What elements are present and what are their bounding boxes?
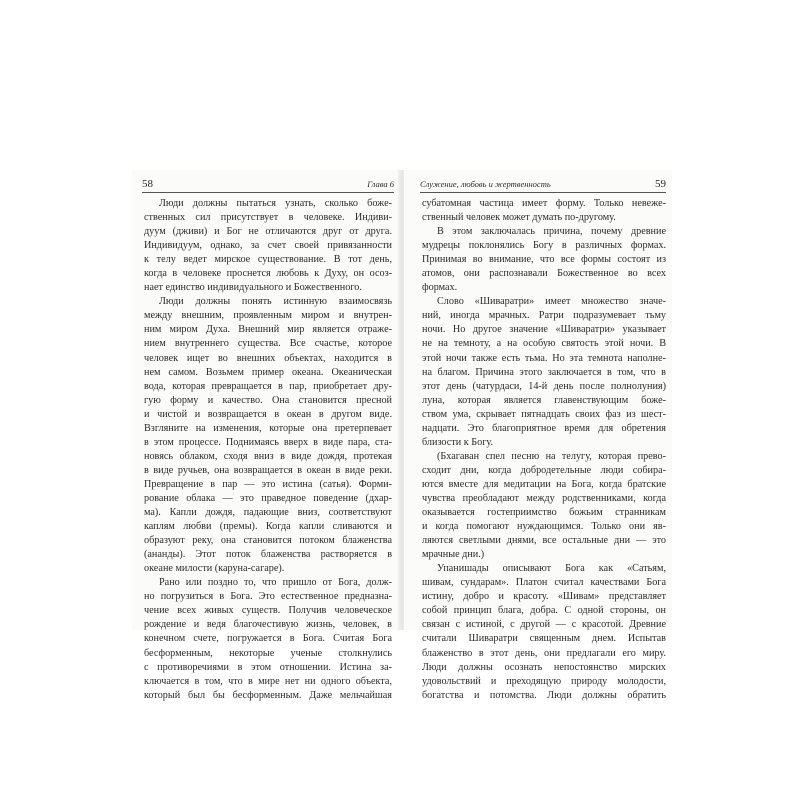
text-line: дуум (дживи) и Бог не отличаются друг от друга. bbox=[144, 226, 392, 238]
text-line: к телу ведет мирское существование. В тот день, bbox=[144, 254, 392, 266]
text-line: мудрецы поклонялись Богу в различных формах. bbox=[422, 240, 666, 252]
text-line: океане милости (каруна-сагаре). bbox=[144, 563, 285, 575]
text-line: нает единство индивидуального и Божественного. bbox=[144, 282, 362, 294]
text-line: между внешним, проявленным миром и внутрен- bbox=[144, 310, 392, 322]
text-line: и чистой и возвращается в океан в другом виде. bbox=[144, 408, 392, 420]
text-line: нием внутреннего существа. Все счастье, которое bbox=[144, 338, 392, 350]
text-line: Рано или поздно то, что пришло от Бога, долж- bbox=[159, 577, 392, 589]
text-line: ственный человек может думать по-другому. bbox=[422, 212, 616, 224]
text-line: ний, иногда мрачных. Ратри подразумевает тьму bbox=[422, 310, 666, 322]
right-page-text bbox=[422, 197, 666, 703]
text-line: Люди должны пытаться узнать, сколько боже- bbox=[159, 198, 392, 209]
text-line: этой ночи также есть тьма. Но эта темнота наполне- bbox=[422, 352, 666, 364]
right-running-header bbox=[420, 178, 666, 193]
text-line: нем самом. Возьмем пример океана. Океаническая bbox=[144, 366, 392, 378]
text-line: атомов, они распознавали Божественное во всех bbox=[422, 268, 666, 280]
text-line: в этом процессе. Поднимаясь вверх в виде пара, ста- bbox=[144, 436, 392, 448]
right-page-number: 59 bbox=[655, 178, 666, 190]
text-line: блаженство в этот день, они предлагали его миру. bbox=[422, 647, 666, 659]
right-page bbox=[404, 170, 672, 701]
text-line: конечном счете, погружается в Бога. Считая Бога bbox=[144, 633, 392, 645]
text-line: рождение и ведя благочестивую жизнь, человек, в bbox=[144, 619, 392, 631]
text-line: ним миром Духа. Внешний мир является отраже- bbox=[144, 324, 392, 336]
text-line: образуют реку, она становится потоком блаженства bbox=[144, 535, 392, 547]
text-line: сходит дни, когда добродетельные люди собира- bbox=[422, 464, 666, 476]
text-line: чувства преобладают между родственниками, когда bbox=[422, 492, 666, 504]
text-line: с противоречиями в этом отношении. Истина за- bbox=[144, 661, 392, 673]
text-line: оказывается гостеприимство божьим странникам bbox=[422, 507, 666, 519]
text-line: ством ума, скрывает пятнадцать своих фаз из шест- bbox=[422, 408, 666, 420]
text-line: каплям любви (премы). Когда капли сливаются и bbox=[144, 521, 392, 533]
text-line: человек ищет во внешних объектах, находится в bbox=[144, 352, 392, 364]
text-line: рование облака — это праведное поведение (дхар- bbox=[144, 492, 392, 504]
left-header-title: Глава 6 bbox=[367, 179, 394, 189]
text-line: когда в человеке проснется любовь к Духу, он осоз- bbox=[144, 268, 392, 280]
text-line: гую форму и качество. Она становится пресной bbox=[144, 394, 392, 406]
text-line: ночи. Но другое значение «Шиваратри» указывает bbox=[422, 324, 666, 336]
text-line: связан с истиной, с другой — с красотой. Древние bbox=[422, 619, 666, 631]
text-line: вода, которая превращается в пар, приобретает дру- bbox=[144, 380, 392, 392]
text-line: Взгляните на изменения, которые она претерпевает bbox=[144, 422, 392, 434]
left-page-number: 58 bbox=[142, 178, 153, 190]
text-line: луна, которая является главенствующим боже- bbox=[422, 394, 666, 406]
text-line: В этом заключалась причина, почему древние bbox=[437, 226, 666, 238]
text-line: в виде ручьев, она возвращается в океан в виде реки. bbox=[144, 464, 392, 476]
text-line: Слово «Шиваратри» имеет множество значе- bbox=[437, 296, 666, 308]
text-line: мрачные дни.) bbox=[422, 549, 485, 561]
text-line: и когда помогают нуждающимся. Только они яв- bbox=[422, 521, 666, 533]
right-header-title: Служение, любовь и жертвенность bbox=[420, 179, 551, 189]
text-line: ключается в том, что в мире нет ни одного объекта, bbox=[144, 675, 392, 687]
text-line: субатомная частица имеет форму. Только невеже- bbox=[422, 198, 666, 209]
text-line: Индивидуум, однако, за счет своей привязанности bbox=[144, 240, 392, 252]
text-line: надцати. Это благоприятное время для обретения bbox=[422, 422, 666, 434]
text-line: ма). Капли дождя, падающие вниз, соответствуют bbox=[144, 507, 392, 519]
text-line: новясь облаком, сходя вниз в виде дождя, протекая bbox=[144, 450, 392, 462]
text-line: Превращение в пар — это истина (сатья). Форми- bbox=[144, 478, 392, 490]
text-line: Люди должны понять истинную взаимосвязь bbox=[159, 296, 392, 308]
text-line: богатства и потомства. Люди должны обратить bbox=[422, 689, 666, 701]
text-line: чение всех живых существ. Получив человеческое bbox=[144, 605, 392, 617]
left-running-header bbox=[142, 178, 394, 193]
text-line: истину, добро и красоту. «Шивам» представляет bbox=[422, 591, 666, 603]
text-line: удовольствий и преходящую природу молодости, bbox=[422, 675, 666, 687]
text-line: ются вместе для медитации на Бога, когда братские bbox=[422, 478, 666, 490]
text-line: собой принцип блага, добра. С одной стороны, он bbox=[422, 605, 666, 617]
text-line: но погрузиться в Бога. Это естественное предназна- bbox=[144, 591, 392, 603]
text-line: не на темноту, а на особую святость этой ночи. В bbox=[422, 338, 666, 350]
text-line: ственных сил присутствует в человеке. Индиви- bbox=[144, 212, 392, 224]
text-line: близости к Богу. bbox=[422, 436, 493, 448]
text-line: формах. bbox=[422, 282, 458, 294]
text-line: шивам, сундарам». Платон считал качествами Бога bbox=[422, 577, 666, 589]
text-line: (ананды). Этот поток блаженства растворяется в bbox=[144, 549, 392, 561]
text-line: ляются светлыми днями, все остальные дни — это bbox=[422, 535, 666, 547]
text-line: считали Шиваратри священным днем. Испытав bbox=[422, 633, 666, 645]
text-line: который был бы бесформенным. Даже мельчайшая bbox=[144, 689, 392, 701]
text-line: бесформенным, некоторые ученые столкнулись bbox=[144, 647, 392, 659]
left-page-text bbox=[144, 197, 392, 703]
text-line: Люди должны осознать непостоянство мирских bbox=[422, 661, 666, 673]
text-line: (Бхагаван спел песню на телугу, которая прево- bbox=[437, 450, 666, 462]
text-line: Упанишады описывают Бога как «Сатьям, bbox=[437, 563, 666, 575]
left-page bbox=[132, 170, 400, 701]
text-line: на благом. Причина этого заключается в том, что в bbox=[422, 366, 666, 378]
text-line: Принимая во внимание, что все формы состоят из bbox=[422, 254, 666, 266]
text-line: этот день (чатурдаси, 14-й день после полнолуния) bbox=[422, 380, 666, 392]
